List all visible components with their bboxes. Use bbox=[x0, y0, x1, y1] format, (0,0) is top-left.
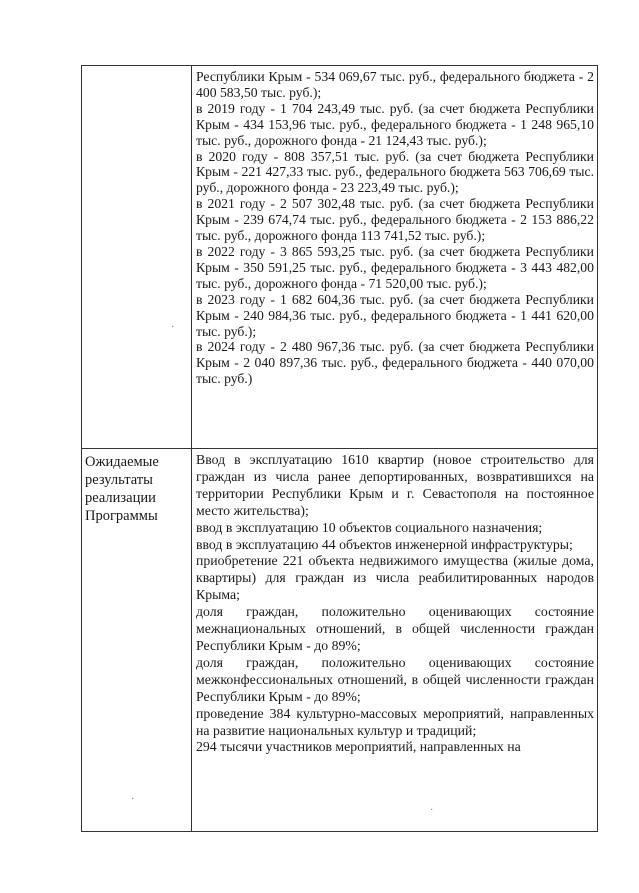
table-row-financing bbox=[82, 66, 597, 448]
financing-line-2018-tail: Республики Крым - 534 069,67 тыс. руб., федерального бюджета - 2 400 583,50 тыс. руб.); bbox=[196, 69, 594, 100]
scan-speck: · bbox=[430, 805, 434, 816]
row-content bbox=[192, 66, 597, 448]
financing-line-2023: в 2023 году - 1 682 604,36 тыс. руб. (за счет бюджета Республики Крым - 240 984,36 тыс. руб., федерального бюджета - 1 441 620,00 тыс. руб.); bbox=[196, 291, 594, 339]
financing-line-2020: в 2020 году - 808 357,51 тыс. руб. (за счет бюджета Республики Крым - 221 427,33 тыс. руб., федерального бюджета 563 706,69 тыс. руб., дорожного фонда - 23 223,49 тыс. руб.); bbox=[196, 148, 594, 196]
row-content-expected-results bbox=[192, 449, 597, 831]
result-participants: 294 тысячи участников мероприятий, направленных на bbox=[196, 739, 521, 755]
row-label-expected-results: Ожидаемые результаты реализации Программы bbox=[82, 449, 192, 831]
result-social-objects: ввод в эксплуатацию 10 объектов социального назначения; bbox=[196, 519, 543, 535]
row-label bbox=[82, 66, 192, 448]
financing-line-2021: в 2021 году - 2 507 302,48 тыс. руб. (за счет бюджета Республики Крым - 239 674,74 тыс. руб., федерального бюджета - 2 153 886,22 тыс. руб., дорожного фонда 113 741,52 тыс. руб.); bbox=[196, 196, 594, 244]
financing-line-2022: в 2022 году - 3 865 593,25 тыс. руб. (за счет бюджета Республики Крым - 350 591,25 тыс. руб., федерального бюджета - 3 443 482,00 тыс. руб., дорожного фонда - 71 520,00 тыс. руб.); bbox=[196, 243, 594, 291]
scan-speck: · bbox=[131, 794, 135, 805]
result-infrastructure: ввод в эксплуатацию 44 объектов инженерной инфраструктуры; bbox=[196, 536, 573, 552]
result-apartments: Ввод в эксплуатацию 1610 квартир (новое строительство для граждан из числа ранее депортированных, возвратившихся на территории Республики Крым и г. Севастополя на постоянное место жительства); bbox=[196, 452, 594, 518]
program-passport-table bbox=[81, 65, 598, 832]
result-interethnic-share: доля граждан, положительно оценивающих состояние межнациональных отношений, в общей численности граждан Республики Крым - до 89%; bbox=[196, 604, 594, 653]
scan-speck: · bbox=[171, 322, 175, 333]
result-cultural-events: проведение 384 культурно-массовых мероприятий, направленных на развитие национальных культур и традиций; bbox=[196, 705, 594, 738]
financing-line-2024: в 2024 году - 2 480 967,36 тыс. руб. (за счет бюджета Республики Крым - 2 040 897,36 тыс. руб., федерального бюджета - 440 070,00 тыс. руб.) bbox=[196, 339, 594, 387]
result-real-estate: приобретение 221 объекта недвижимого имущества (жилые дома, квартиры) для граждан из числа реабилитированных народов Крыма; bbox=[196, 553, 594, 603]
table-row-expected-results bbox=[82, 448, 597, 831]
financing-line-2019: в 2019 году - 1 704 243,49 тыс. руб. (за счет бюджета Республики Крым - 434 153,96 тыс. руб., федерального бюджета - 1 248 965,10 тыс. руб., дорожного фонда - 21 124,43 тыс. руб.); bbox=[196, 100, 594, 148]
result-interconfessional-share: доля граждан, положительно оценивающих состояние межконфессиональных отношений, в общей численности граждан Республики Крым - до 89%; bbox=[196, 654, 594, 704]
